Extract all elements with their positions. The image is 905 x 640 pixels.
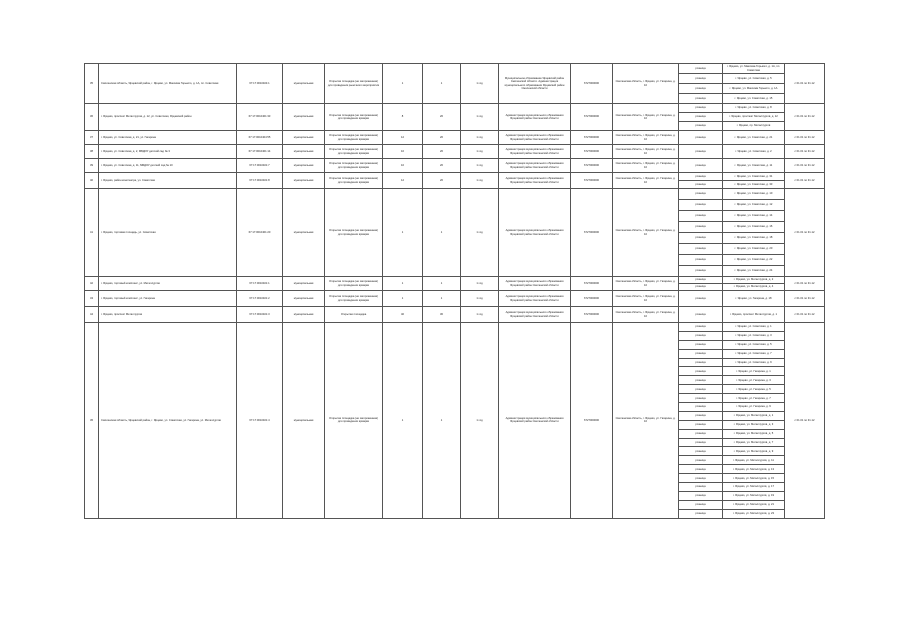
row-number: 45 bbox=[85, 323, 99, 519]
purpose-cell: Открытая площадка (не загороженная) для проведения ярмарки bbox=[325, 189, 383, 277]
period-cell: с 01.01 по 31.12 bbox=[785, 104, 825, 131]
trade-type-cell: розница bbox=[679, 122, 723, 131]
table-row bbox=[85, 277, 825, 284]
trade-type-cell: розница bbox=[679, 420, 723, 429]
trade-type-cell: розница bbox=[679, 483, 723, 492]
trade-type-cell: розница bbox=[679, 284, 723, 291]
trade-place-detail-cell: г. Ярцево, ул. Советская, д. 5 bbox=[723, 340, 785, 349]
address-cell: г. Ярцево, торговая площадь, ул. Советская bbox=[99, 189, 237, 277]
period-cell: с 01.01 по 31.12 bbox=[785, 307, 825, 323]
trade-place-detail-cell: г. Ярцево, ул. Советская, д. 10 bbox=[723, 189, 785, 200]
table-row bbox=[85, 323, 825, 332]
term-cell: 1 год bbox=[461, 277, 499, 291]
trade-place-detail-cell: г. Ярцево, ул. Металлургов, д. 19 bbox=[723, 491, 785, 500]
cadastral-number-cell: 67:17:0010401:4 bbox=[237, 323, 283, 519]
trade-place-detail-cell: г. Ярцево, ул. Советская, д. 31 bbox=[723, 173, 785, 181]
trade-type-cell: розница bbox=[679, 438, 723, 447]
legal-address-cell: Смоленская область, г. Ярцево, ул. Гагарина, д. 10 bbox=[613, 277, 679, 291]
inn-cell: 6727000000 bbox=[571, 104, 613, 131]
trade-place-detail-cell: г. Ярцево, ул. Советская, д. 8 bbox=[723, 104, 785, 113]
trade-type-cell: розница bbox=[679, 200, 723, 211]
purpose-cell: Открытая площадка (не загороженная) для проведения ярмарки bbox=[325, 323, 383, 519]
area-cell: 1 bbox=[383, 277, 423, 291]
places-cell: 1 bbox=[423, 189, 461, 277]
table-row bbox=[85, 104, 825, 113]
trade-place-detail-cell: г. Ярцево, ул. Советская, д. 33 bbox=[723, 181, 785, 189]
row-number: 35 bbox=[85, 64, 99, 104]
address-cell: г. Ярцево, проспект Металлургов bbox=[99, 307, 237, 323]
trade-type-cell: розница bbox=[679, 367, 723, 376]
trade-place-detail-cell: г. Ярцево, ул. Советская, д. 9 bbox=[723, 358, 785, 367]
area-cell: 1 bbox=[383, 323, 423, 519]
period-cell: с 01.01 по 31.12 bbox=[785, 64, 825, 104]
address-cell: г. Ярцево, торговый комплекс, ул. Металлургов bbox=[99, 277, 237, 291]
row-number: 36 bbox=[85, 104, 99, 131]
trade-place-detail-cell: г. Ярцево, ул. Советская, д. 7 bbox=[723, 349, 785, 358]
period-cell: с 01.01 по 31.12 bbox=[785, 291, 825, 307]
places-cell: 1 bbox=[423, 291, 461, 307]
cadastral-number-cell: 67:17:0010401:3 bbox=[237, 307, 283, 323]
inn-cell: 6727000000 bbox=[571, 173, 613, 189]
places-cell: 30 bbox=[423, 307, 461, 323]
operator-cell: Администрация муниципального образования Ярцевский район Смоленской области bbox=[499, 291, 571, 307]
legal-address-cell: Смоленская область, г. Ярцево, ул. Гагарина, д. 10 bbox=[613, 173, 679, 189]
term-cell: 1 год bbox=[461, 291, 499, 307]
period-cell: с 01.01 по 31.12 bbox=[785, 145, 825, 159]
trade-place-detail-cell: г. Ярцево, ул. Максима Горького, д. 1А bbox=[723, 84, 785, 94]
row-number: 44 bbox=[85, 307, 99, 323]
period-cell: с 01.01 по 31.12 bbox=[785, 323, 825, 519]
trade-place-detail-cell: г. Ярцево, ул. Металлургов, д. 3 bbox=[723, 420, 785, 429]
trade-type-cell: розница bbox=[679, 456, 723, 465]
address-cell: Смоленская область, Ярцевский район, г. Ярцево, ул. Максима Горького, д. 1А, пл. Советская bbox=[99, 64, 237, 104]
places-cell: 1 bbox=[423, 64, 461, 104]
trade-place-detail-cell: г. Ярцево, ул. Советская, д. 20 bbox=[723, 244, 785, 255]
ownership-cell: муниципальная bbox=[283, 291, 325, 307]
trade-type-cell: розница bbox=[679, 429, 723, 438]
area-cell: 40 bbox=[383, 307, 423, 323]
term-cell: 1 год bbox=[461, 145, 499, 159]
purpose-cell: Открытая площадка (не загороженная) для проведения ярмарки bbox=[325, 159, 383, 173]
trade-place-detail-cell: г. Ярцево, ул. Металлургов, д. 21 bbox=[723, 500, 785, 509]
trade-type-cell: розница bbox=[679, 173, 723, 181]
row-number: 40 bbox=[85, 173, 99, 189]
trade-place-detail-cell: г. Ярцево, ул. Металлургов, д. 1 bbox=[723, 411, 785, 420]
inn-cell: 6727000000 bbox=[571, 277, 613, 291]
inn-cell: 6727000000 bbox=[571, 64, 613, 104]
places-cell: 20 bbox=[423, 131, 461, 145]
cadastral-number-cell: 67:17:0010401:33 bbox=[237, 104, 283, 131]
ownership-cell: муниципальная bbox=[283, 323, 325, 519]
table-row bbox=[85, 189, 825, 200]
term-cell: 1 год bbox=[461, 64, 499, 104]
purpose-cell: Открытая площадка (не загороженная) для проведения ярмарки bbox=[325, 104, 383, 131]
operator-cell: Администрация муниципального образования Ярцевский район Смоленской области bbox=[499, 104, 571, 131]
term-cell: 1 год bbox=[461, 131, 499, 145]
trade-place-detail-cell: г. Ярцево, ул. Советская, д. 16 bbox=[723, 222, 785, 233]
trade-type-cell: розница bbox=[679, 94, 723, 104]
trade-type-cell: розница bbox=[679, 277, 723, 284]
trade-place-detail-cell: г. Ярцево, ул. Металлургов, д. 11 bbox=[723, 456, 785, 465]
term-cell: 1 год bbox=[461, 307, 499, 323]
trade-type-cell: розница bbox=[679, 113, 723, 122]
places-cell: 1 bbox=[423, 277, 461, 291]
legal-address-cell: Смоленская область, г. Ярцево, ул. Гагарина, д. 10 bbox=[613, 307, 679, 323]
term-cell: 1 год bbox=[461, 104, 499, 131]
trade-type-cell: розница bbox=[679, 159, 723, 173]
period-cell: с 01.01 по 31.12 bbox=[785, 173, 825, 189]
trade-place-detail-cell: г. Ярцево, ул. Гагарина, д. 1 bbox=[723, 367, 785, 376]
term-cell: 1 год bbox=[461, 189, 499, 277]
row-number: 38 bbox=[85, 145, 99, 159]
trade-place-detail-cell: г. Ярцево, ул. Советская, д. 18 bbox=[723, 233, 785, 244]
trade-type-cell: розница bbox=[679, 465, 723, 474]
legal-address-cell: Смоленская область, г. Ярцево, ул. Гагарина, д. 10 bbox=[613, 104, 679, 131]
area-cell: 1 bbox=[383, 64, 423, 104]
trade-type-cell: розница bbox=[679, 385, 723, 394]
area-cell: 8 bbox=[383, 104, 423, 131]
address-cell: Смоленская область, Ярцевский район, г. Ярцево, ул. Советская, ул. Гагарина, ул. Металлургов bbox=[99, 323, 237, 519]
trade-type-cell: розница bbox=[679, 255, 723, 266]
trade-place-detail-cell: г. Ярцево, ул. Гагарина, д. 5 bbox=[723, 385, 785, 394]
trade-type-cell: розница bbox=[679, 323, 723, 332]
trade-place-detail-cell: г. Ярцево, проспект Металлургов, д. 12 bbox=[723, 113, 785, 122]
address-cell: г. Ярцево, ул. Советская, д. 2, МБДОУ детский сад № 3 bbox=[99, 145, 237, 159]
places-cell: 20 bbox=[423, 104, 461, 131]
operator-cell: Администрация муниципального образования Ярцевский район Смоленской области bbox=[499, 307, 571, 323]
period-cell: с 01.01 по 31.12 bbox=[785, 277, 825, 291]
trade-place-detail-cell: г. Ярцево, ул. Советская, д. 15 bbox=[723, 94, 785, 104]
trade-place-detail-cell: г. Ярцево, ул. Советская, д. 5 bbox=[723, 74, 785, 84]
operator-cell: Администрация муниципального образования Ярцевский район Смоленской области bbox=[499, 159, 571, 173]
term-cell: 1 год bbox=[461, 173, 499, 189]
trade-place-detail-cell: г. Ярцево, пр. Металлургов bbox=[723, 122, 785, 131]
inn-cell: 6727000000 bbox=[571, 159, 613, 173]
trade-place-detail-cell: г. Ярцево, ул. Советская, д. 22 bbox=[723, 255, 785, 266]
trade-type-cell: розница bbox=[679, 233, 723, 244]
inn-cell: 6727000000 bbox=[571, 291, 613, 307]
trade-type-cell: розница bbox=[679, 222, 723, 233]
legal-address-cell: Смоленская область, г. Ярцево, ул. Гагарина, д. 10 bbox=[613, 159, 679, 173]
trade-type-cell: розница bbox=[679, 291, 723, 307]
term-cell: 1 год bbox=[461, 323, 499, 519]
trade-place-detail-cell: г. Ярцево, проспект Металлургов, д. 1 bbox=[723, 307, 785, 323]
places-cell: 1 bbox=[423, 323, 461, 519]
trade-place-detail-cell: г. Ярцево, ул. Гагарина, д. 3 bbox=[723, 376, 785, 385]
trade-place-detail-cell: г. Ярцево, ул. Гагарина, д. 9 bbox=[723, 403, 785, 412]
operator-cell: Администрация муниципального образования Ярцевский район Смоленской области bbox=[499, 173, 571, 189]
trade-type-cell: розница bbox=[679, 266, 723, 277]
trade-type-cell: розница bbox=[679, 64, 723, 74]
trade-type-cell: розница bbox=[679, 211, 723, 222]
legal-address-cell: Смоленская область, г. Ярцево, ул. Гагарина, д. 10 bbox=[613, 145, 679, 159]
trade-type-cell: розница bbox=[679, 474, 723, 483]
operator-cell: Администрация муниципального образования Ярцевский район Смоленской области bbox=[499, 323, 571, 519]
trade-type-cell: розница bbox=[679, 358, 723, 367]
ownership-cell: муниципальная bbox=[283, 64, 325, 104]
legal-address-cell: Смоленская область, г. Ярцево, ул. Гагарина, д. 10 bbox=[613, 323, 679, 519]
period-cell: с 01.01 по 31.12 bbox=[785, 189, 825, 277]
ownership-cell: муниципальная bbox=[283, 307, 325, 323]
trade-place-detail-cell: г. Ярцево, ул. Металлургов, д. 17 bbox=[723, 483, 785, 492]
purpose-cell: Открытая площадка (не загороженная) для проведения рыночного мероприятия bbox=[325, 64, 383, 104]
cadastral-number-cell: 67:17:0010401:1 bbox=[237, 277, 283, 291]
cadastral-number-cell: 67:17:0010404:55 bbox=[237, 131, 283, 145]
trade-type-cell: розница bbox=[679, 411, 723, 420]
legal-address-cell: Смоленская область, г. Ярцево, ул. Гагарина, д. 10 bbox=[613, 189, 679, 277]
area-cell: 12 bbox=[383, 131, 423, 145]
table-row bbox=[85, 291, 825, 307]
inn-cell: 6727000000 bbox=[571, 323, 613, 519]
period-cell: с 01.01 по 31.12 bbox=[785, 159, 825, 173]
trade-place-detail-cell: г. Ярцево, ул. Советская, д. 24 bbox=[723, 266, 785, 277]
table-row bbox=[85, 307, 825, 323]
trade-type-cell: розница bbox=[679, 145, 723, 159]
table-row bbox=[85, 145, 825, 159]
inn-cell: 6727000000 bbox=[571, 307, 613, 323]
trade-place-detail-cell: г. Ярцево, ул. Металлургов, д. 9 bbox=[723, 447, 785, 456]
address-cell: г. Ярцево, ул. Советская, д. 21, ул. Гагарина bbox=[99, 131, 237, 145]
purpose-cell: Открытая площадка bbox=[325, 307, 383, 323]
purpose-cell: Открытая площадка (не загороженная) для проведения ярмарки bbox=[325, 277, 383, 291]
row-number: 41 bbox=[85, 189, 99, 277]
trade-place-detail-cell: г. Ярцево, ул. Металлургов, д. 4 bbox=[723, 284, 785, 291]
places-cell: 20 bbox=[423, 145, 461, 159]
trade-type-cell: розница bbox=[679, 84, 723, 94]
trade-type-cell: розница bbox=[679, 307, 723, 323]
trade-place-detail-cell: г. Ярцево, ул. Максима Горького, д. 1А, пл. Советская bbox=[723, 64, 785, 74]
trade-type-cell: розница bbox=[679, 74, 723, 84]
places-cell: 20 bbox=[423, 173, 461, 189]
trade-places-table bbox=[84, 63, 825, 519]
row-number: 42 bbox=[85, 277, 99, 291]
trade-place-detail-cell: г. Ярцево, ул. Металлургов, д. 15 bbox=[723, 474, 785, 483]
cadastral-number-cell: 67:17:0010401:8 bbox=[237, 173, 283, 189]
address-cell: г. Ярцево, ул. Советская, д. 11, МБДОУ детский сад № 10 bbox=[99, 159, 237, 173]
table-row bbox=[85, 131, 825, 145]
trade-type-cell: розница bbox=[679, 244, 723, 255]
row-number: 37 bbox=[85, 131, 99, 145]
address-cell: г. Ярцево, торговый комплекс, ул. Гагарина bbox=[99, 291, 237, 307]
ownership-cell: муниципальная bbox=[283, 189, 325, 277]
trade-type-cell: розница bbox=[679, 394, 723, 403]
trade-type-cell: розница bbox=[679, 340, 723, 349]
trade-type-cell: розница bbox=[679, 509, 723, 518]
address-cell: г. Ярцево, район кинотеатра, ул. Советская bbox=[99, 173, 237, 189]
area-cell: 12 bbox=[383, 173, 423, 189]
trade-type-cell: розница bbox=[679, 403, 723, 412]
operator-cell: Администрация муниципального образования Ярцевский район Смоленской области bbox=[499, 189, 571, 277]
operator-cell: Муниципальное образование Ярцевский район Смоленской области. Администрация муниципального образования Ярцевский район Смоленской области bbox=[499, 64, 571, 104]
operator-cell: Администрация муниципального образования Ярцевский район Смоленской области bbox=[499, 145, 571, 159]
area-cell: 1 bbox=[383, 189, 423, 277]
cadastral-number-cell: 67:17:0010401:7 bbox=[237, 159, 283, 173]
trade-place-detail-cell: г. Ярцево, ул. Металлургов, д. 23 bbox=[723, 509, 785, 518]
operator-cell: Администрация муниципального образования Ярцевский район Смоленской области bbox=[499, 131, 571, 145]
purpose-cell: Открытая площадка (не загороженная) для проведения ярмарки bbox=[325, 131, 383, 145]
trade-type-cell: розница bbox=[679, 189, 723, 200]
trade-type-cell: розница bbox=[679, 447, 723, 456]
trade-place-detail-cell: г. Ярцево, ул. Металлургов, д. 2 bbox=[723, 277, 785, 284]
operator-cell: Администрация муниципального образования Ярцевский район Смоленской области bbox=[499, 277, 571, 291]
legal-address-cell: Смоленская область, г. Ярцево, ул. Гагарина, д. 10 bbox=[613, 131, 679, 145]
trade-type-cell: розница bbox=[679, 349, 723, 358]
table-row bbox=[85, 159, 825, 173]
purpose-cell: Открытая площадка (не загороженная) для проведения ярмарки bbox=[325, 173, 383, 189]
trade-type-cell: розница bbox=[679, 491, 723, 500]
area-cell: 1 bbox=[383, 291, 423, 307]
row-number: 39 bbox=[85, 159, 99, 173]
area-cell: 10 bbox=[383, 145, 423, 159]
ownership-cell: муниципальная bbox=[283, 159, 325, 173]
purpose-cell: Открытая площадка (не загороженная) для проведения ярмарки bbox=[325, 145, 383, 159]
legal-address-cell: Смоленская область, г. Ярцево, ул. Гагарина, д. 10 bbox=[613, 64, 679, 104]
trade-place-detail-cell: г. Ярцево, ул. Советская, д. 1 bbox=[723, 323, 785, 332]
trade-type-cell: розница bbox=[679, 181, 723, 189]
trade-type-cell: розница bbox=[679, 376, 723, 385]
cadastral-number-cell: 67:17:0010404:1 bbox=[237, 64, 283, 104]
trade-place-detail-cell: г. Ярцево, ул. Металлургов, д. 7 bbox=[723, 438, 785, 447]
table-row bbox=[85, 173, 825, 181]
trade-type-cell: розница bbox=[679, 500, 723, 509]
cadastral-number-cell: 67:17:0010401:14 bbox=[237, 145, 283, 159]
table-body bbox=[85, 64, 825, 519]
ownership-cell: муниципальная bbox=[283, 104, 325, 131]
ownership-cell: муниципальная bbox=[283, 131, 325, 145]
places-cell: 20 bbox=[423, 159, 461, 173]
address-cell: г. Ярцево, проспект Металлургов, д. 12, ул. Советская, Ярцевский район bbox=[99, 104, 237, 131]
trade-place-detail-cell: г. Ярцево, ул. Гагарина, д. 18 bbox=[723, 291, 785, 307]
cadastral-number-cell: 67:17:0010401:20 bbox=[237, 189, 283, 277]
trade-place-detail-cell: г. Ярцево, ул. Советская, д. 2 bbox=[723, 145, 785, 159]
trade-place-detail-cell: г. Ярцево, ул. Советская, д. 21 bbox=[723, 131, 785, 145]
ownership-cell: муниципальная bbox=[283, 277, 325, 291]
legal-address-cell: Смоленская область, г. Ярцево, ул. Гагарина, д. 10 bbox=[613, 291, 679, 307]
trade-type-cell: розница bbox=[679, 331, 723, 340]
inn-cell: 6727000000 bbox=[571, 145, 613, 159]
ownership-cell: муниципальная bbox=[283, 145, 325, 159]
purpose-cell: Открытая площадка (не загороженная) для проведения ярмарки bbox=[325, 291, 383, 307]
trade-place-detail-cell: г. Ярцево, ул. Советская, д. 12 bbox=[723, 200, 785, 211]
term-cell: 1 год bbox=[461, 159, 499, 173]
row-number: 43 bbox=[85, 291, 99, 307]
inn-cell: 6727000000 bbox=[571, 131, 613, 145]
period-cell: с 01.01 по 31.12 bbox=[785, 131, 825, 145]
trade-type-cell: розница bbox=[679, 131, 723, 145]
table-row bbox=[85, 64, 825, 74]
trade-place-detail-cell: г. Ярцево, ул. Советская, д. 11 bbox=[723, 159, 785, 173]
trade-place-detail-cell: г. Ярцево, ул. Советская, д. 14 bbox=[723, 211, 785, 222]
inn-cell: 6727000000 bbox=[571, 189, 613, 277]
trade-place-detail-cell: г. Ярцево, ул. Гагарина, д. 7 bbox=[723, 394, 785, 403]
ownership-cell: муниципальная bbox=[283, 173, 325, 189]
trade-place-detail-cell: г. Ярцево, ул. Металлургов, д. 5 bbox=[723, 429, 785, 438]
cadastral-number-cell: 67:17:0010401:2 bbox=[237, 291, 283, 307]
area-cell: 10 bbox=[383, 159, 423, 173]
trade-type-cell: розница bbox=[679, 104, 723, 113]
trade-place-detail-cell: г. Ярцево, ул. Советская, д. 3 bbox=[723, 331, 785, 340]
trade-place-detail-cell: г. Ярцево, ул. Металлургов, д. 13 bbox=[723, 465, 785, 474]
